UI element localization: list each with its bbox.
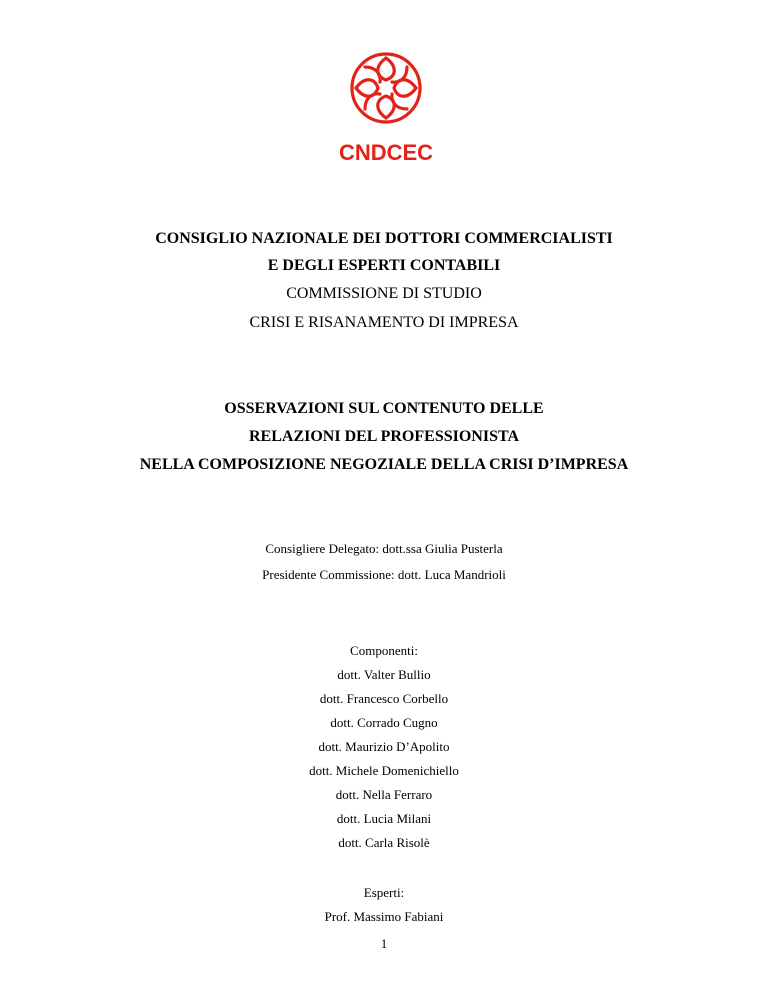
president-line: Presidente Commissione: dott. Luca Mandrioli bbox=[262, 567, 506, 582]
document-title-line3: NELLA COMPOSIZIONE NEGOZIALE DELLA CRISI D’IMPRESA bbox=[139, 456, 629, 473]
members-heading: Componenti: bbox=[350, 643, 418, 658]
commission-line1: COMMISSIONE DI STUDIO bbox=[286, 285, 482, 302]
delegate-line: Consigliere Delegato: dott.ssa Giulia Pusterla bbox=[265, 541, 503, 556]
cndcec-emblem-icon bbox=[331, 36, 441, 166]
document-title-line1: OSSERVAZIONI SUL CONTENUTO DELLE bbox=[224, 400, 544, 417]
document-title-line2: RELAZIONI DEL PROFESSIONISTA bbox=[249, 428, 519, 445]
member-name: dott. Francesco Corbello bbox=[319, 691, 449, 706]
expert-name: Prof. Massimo Fabiani bbox=[324, 909, 444, 924]
member-name: dott. Corrado Cugno bbox=[330, 715, 438, 730]
commission-line2: CRISI E RISANAMENTO DI IMPRESA bbox=[249, 314, 519, 331]
member-name: dott. Michele Domenichiello bbox=[309, 763, 459, 778]
cndcec-logo bbox=[331, 36, 441, 166]
member-name: dott. Lucia Milani bbox=[336, 811, 432, 826]
page-number: 1 bbox=[380, 936, 388, 951]
council-name-line1: CONSIGLIO NAZIONALE DEI DOTTORI COMMERCIALISTI bbox=[155, 230, 613, 247]
member-name: dott. Valter Bullio bbox=[337, 667, 431, 682]
council-name-line2: E DEGLI ESPERTI CONTABILI bbox=[267, 257, 501, 274]
logo-text: CNDCEC bbox=[338, 140, 434, 165]
experts-heading: Esperti: bbox=[363, 885, 405, 900]
member-name: dott. Maurizio D’Apolito bbox=[318, 739, 450, 754]
member-name: dott. Nella Ferraro bbox=[335, 787, 433, 802]
member-name: dott. Carla Risolè bbox=[338, 835, 430, 850]
